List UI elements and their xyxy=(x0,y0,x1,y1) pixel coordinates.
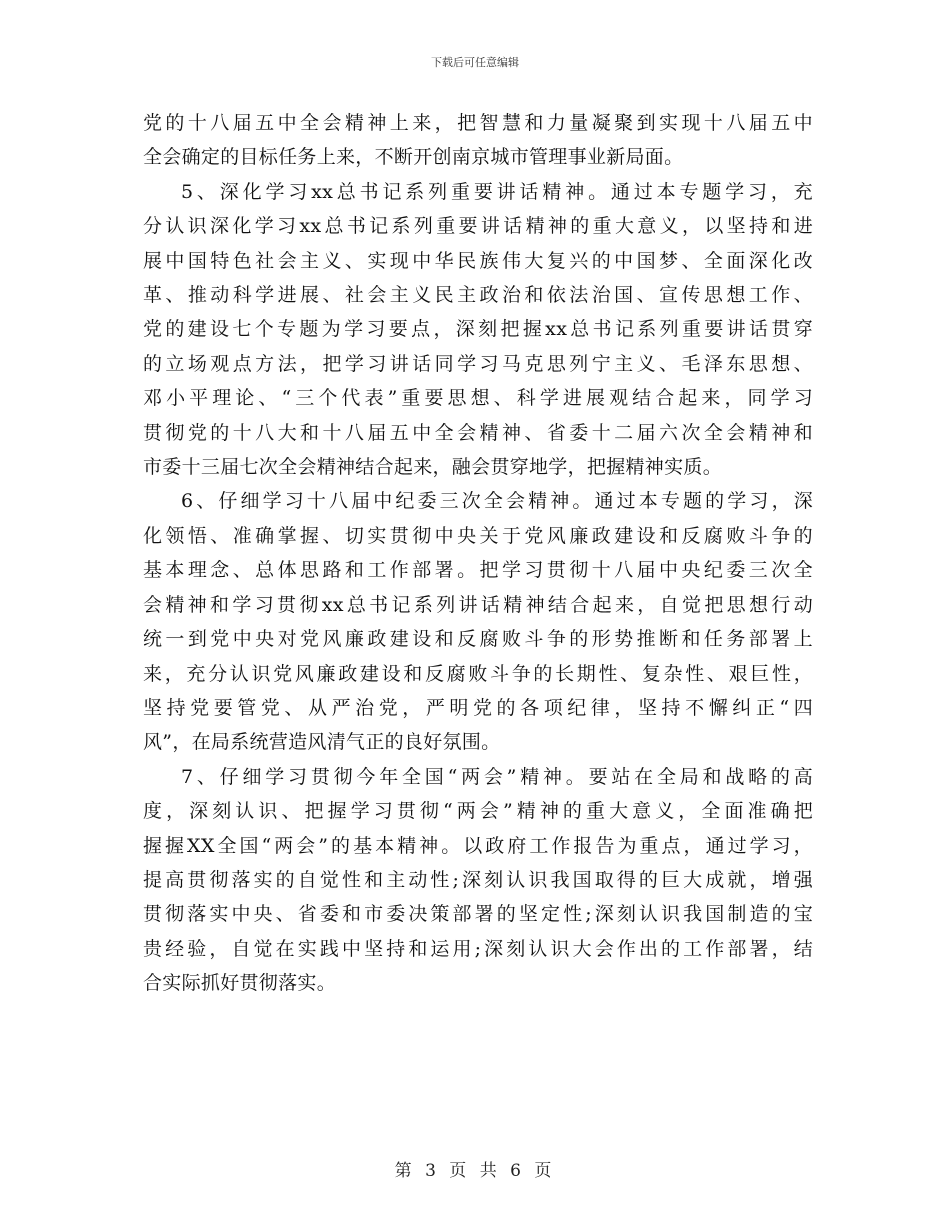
text-line: 合实际抓好贯彻落实。 xyxy=(143,972,337,995)
text-line: 贯彻落实中央、省委和市委决策部署的坚定性;深刻认识我国制造的宝 xyxy=(143,903,813,926)
text-line: 贵经验，自觉在实践中坚持和运用;深刻认识大会作出的工作部署，结 xyxy=(143,937,813,960)
text-line: 分认识深化学习xx总书记系列重要讲话精神的重大意义，以坚持和进 xyxy=(143,215,813,238)
text-line: 握握XX全国“两会”的基本精神。以政府工作报告为重点，通过学习， xyxy=(143,834,813,857)
text-line: 展中国特色社会主义、实现中华民族伟大复兴的中国梦、全面深化改 xyxy=(143,249,813,272)
text-line: 全会确定的目标任务上来，不断开创南京城市管理事业新局面。 xyxy=(143,146,684,169)
text-line: 会精神和学习贯彻xx总书记系列讲话精神结合起来，自觉把思想行动 xyxy=(143,593,813,616)
text-line: 6、仔细学习十八届中纪委三次全会精神。通过本专题的学习，深 xyxy=(181,490,813,513)
text-line: 来，充分认识党风廉政建设和反腐败斗争的长期性、复杂性、艰巨性， xyxy=(143,662,813,685)
page-header: 下载后可任意编辑 xyxy=(431,56,519,69)
text-line: 度，深刻认识、把握学习贯彻“两会”精神的重大意义，全面准确把 xyxy=(143,800,813,823)
text-line: 7、仔细学习贯彻今年全国“两会”精神。要站在全局和战略的高 xyxy=(181,765,813,788)
text-line: 邓小平理论、“三个代表”重要思想、科学进展观结合起来，同学习 xyxy=(143,387,813,410)
text-line: 的立场观点方法，把学习讲话同学习马克思列宁主义、毛泽东思想、 xyxy=(143,352,813,375)
text-line: 风”，在局系统营造风清气正的良好氛围。 xyxy=(143,731,501,754)
text-line: 化领悟、准确掌握、切实贯彻中央关于党风廉政建设和反腐败斗争的 xyxy=(143,524,813,547)
text-line: 革、推动科学进展、社会主义民主政治和依法治国、宣传思想工作、 xyxy=(143,284,813,307)
text-line: 坚持党要管党、从严治党，严明党的各项纪律，坚持不懈纠正“四 xyxy=(143,696,813,719)
document-body xyxy=(143,106,813,1001)
paragraph-6 xyxy=(143,484,813,759)
text-line: 提高贯彻落实的自觉性和主动性;深刻认识我国取得的巨大成就，增强 xyxy=(143,868,813,891)
text-line: 基本理念、总体思路和工作部署。把学习贯彻十八届中央纪委三次全 xyxy=(143,559,813,582)
paragraph-5 xyxy=(143,175,813,485)
text-line: 党的建设七个专题为学习要点，深刻把握xx总书记系列重要讲话贯穿 xyxy=(143,318,813,341)
paragraph-continuation xyxy=(143,106,813,175)
paragraph-7 xyxy=(143,760,813,1001)
page-number-footer: 第 3 页 共 6 页 xyxy=(394,1161,556,1181)
text-line: 贯彻党的十八大和十八届五中全会精神、省委十二届六次全会精神和 xyxy=(143,421,813,444)
text-line: 党的十八届五中全会精神上来，把智慧和力量凝聚到实现十八届五中 xyxy=(143,112,813,134)
text-line: 市委十三届七次全会精神结合起来，融会贯穿地学，把握精神实质。 xyxy=(143,456,723,479)
text-line: 统一到党中央对党风廉政建设和反腐败斗争的形势推断和任务部署上 xyxy=(143,628,813,651)
text-line: 5、深化学习xx总书记系列重要讲话精神。通过本专题学习，充 xyxy=(181,180,813,203)
